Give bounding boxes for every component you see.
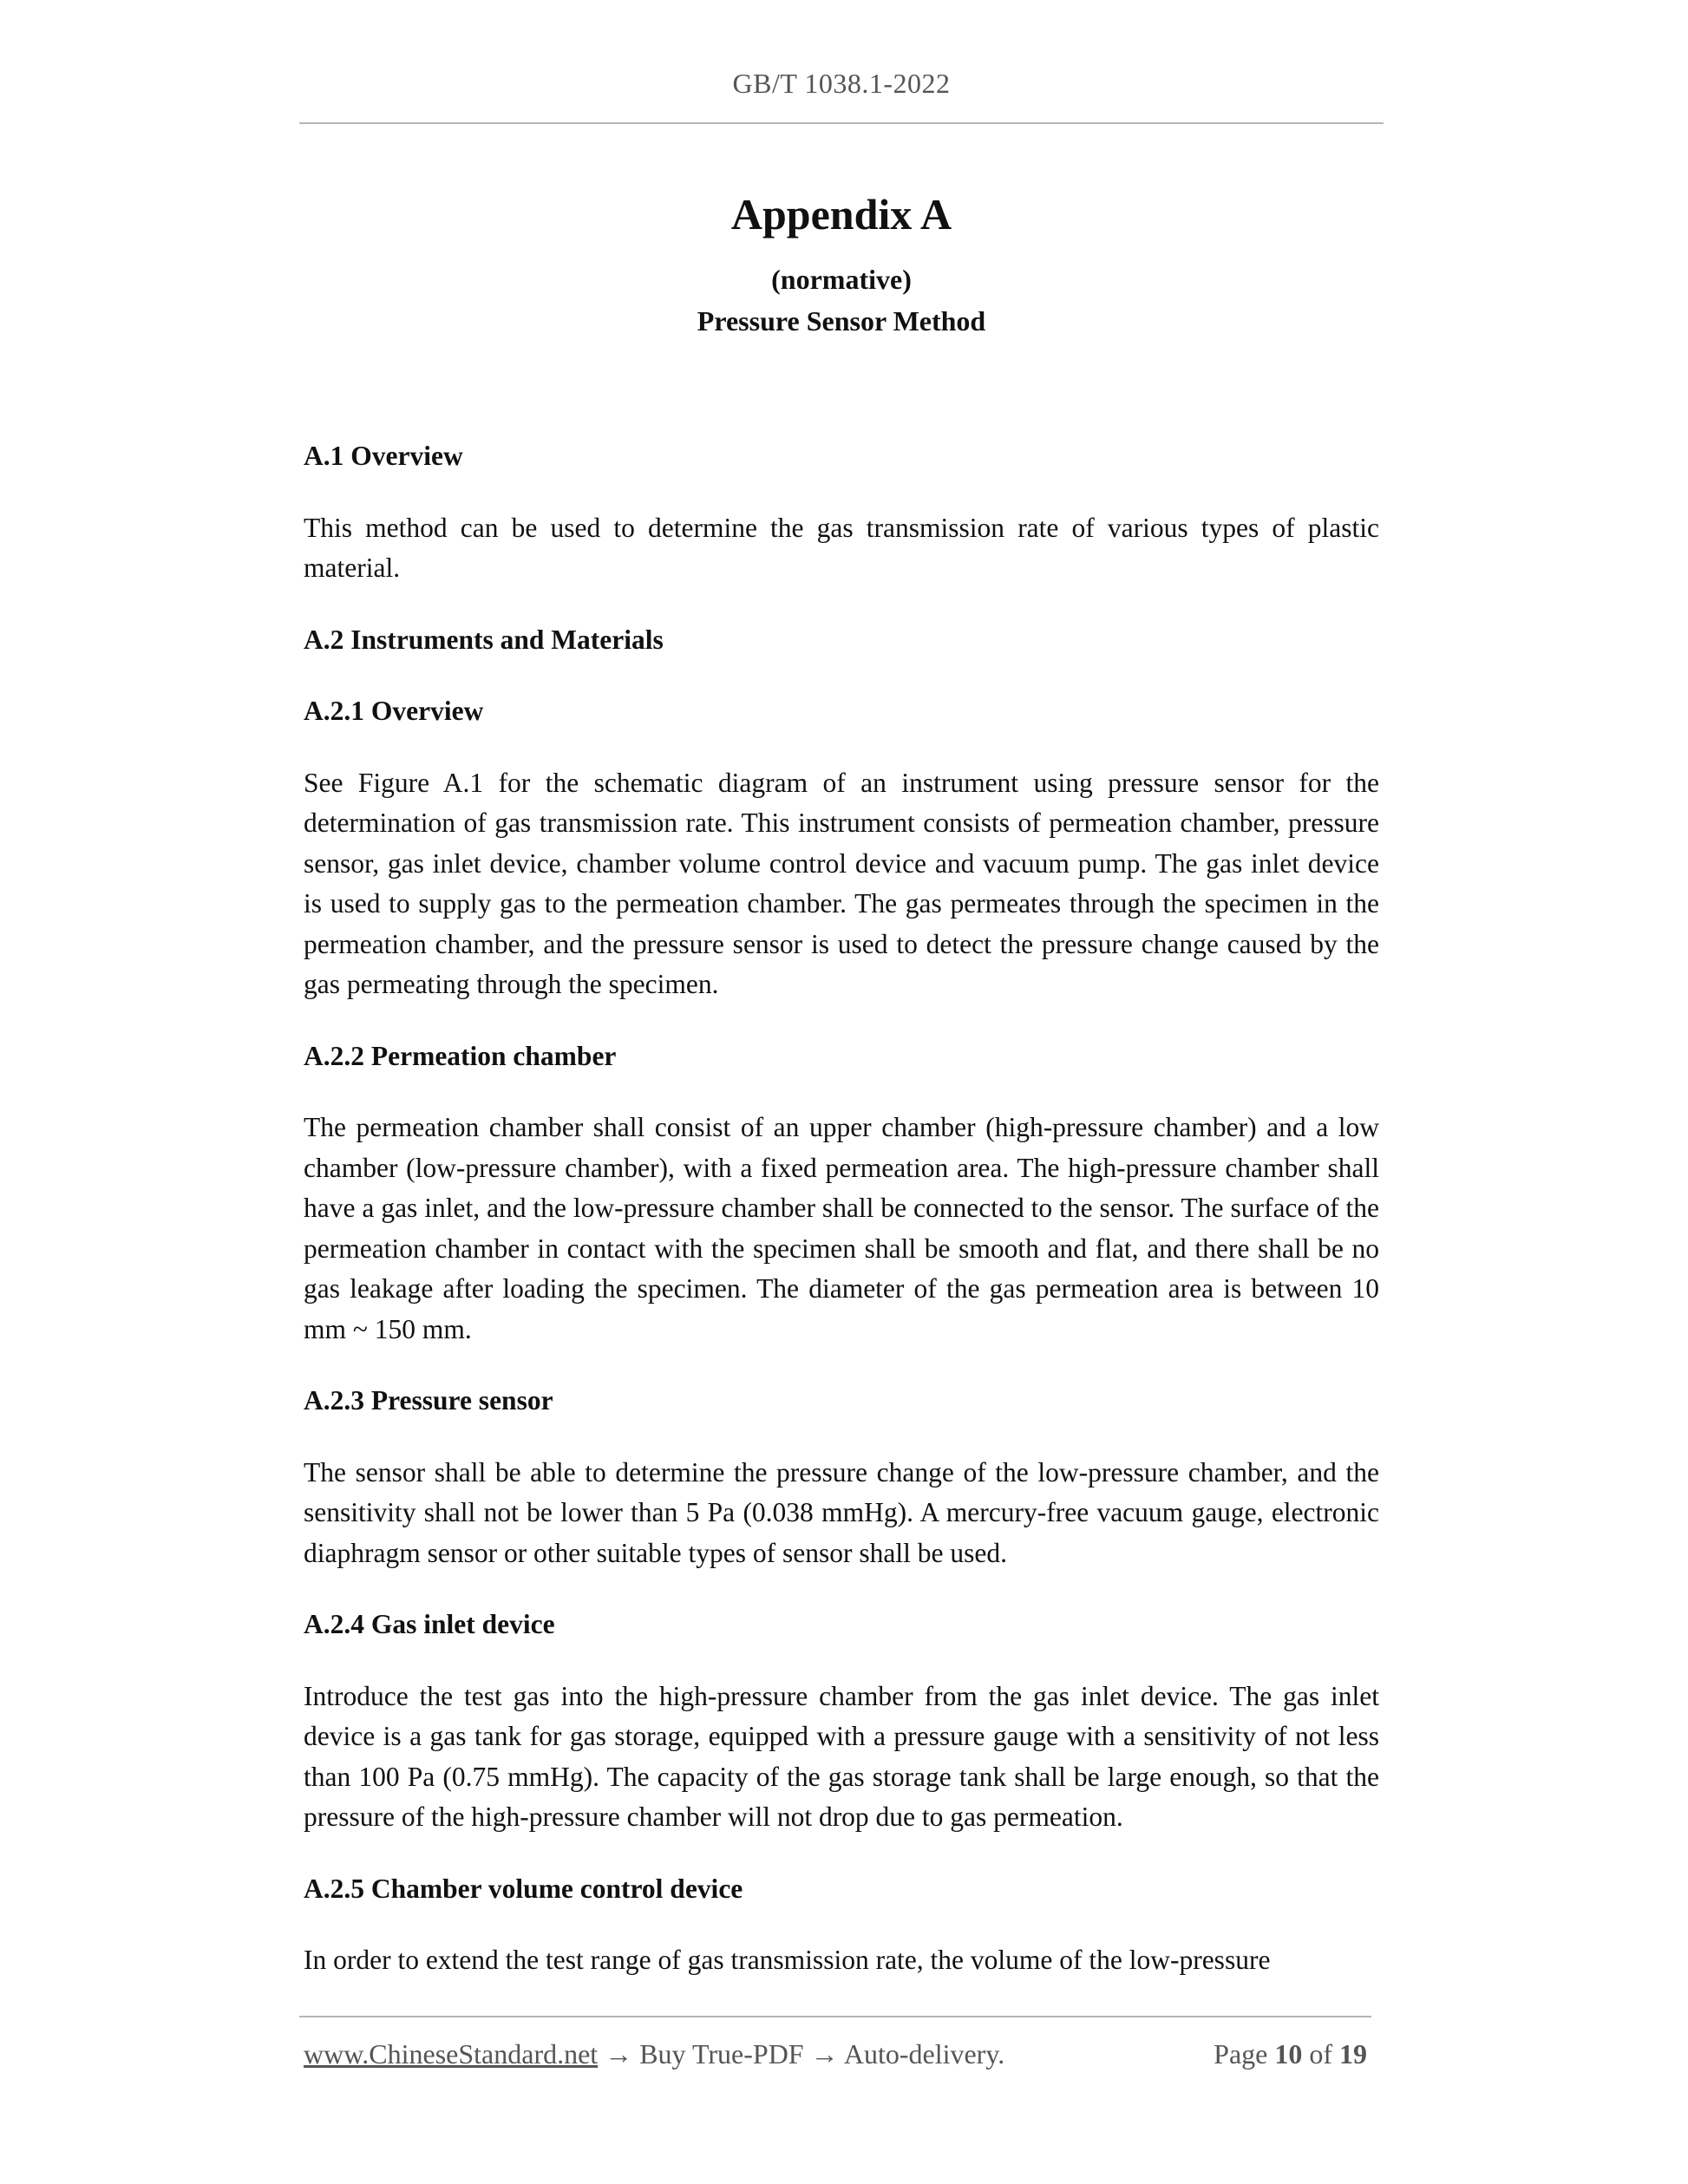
arrow-right-icon: → xyxy=(605,2038,633,2070)
appendix-title-block xyxy=(299,184,1384,340)
footer-promo xyxy=(304,2035,1004,2073)
section-text-a25: In order to extend the test range of gas transmission rate, the volume of the low-pressure xyxy=(304,1945,1271,1975)
section-heading-a24: A.2.4 Gas inlet device xyxy=(304,1609,555,1639)
page-indicator xyxy=(1214,2035,1367,2073)
document-header-code: GB/T 1038.1-2022 xyxy=(732,68,951,99)
section-text-a23: The sensor shall be able to determine the pressure change of the low-pressure chamber, and the sensitivity shall not be lower than 5 Pa (0.038 mmHg). A mercury-free vacuum gauge, electronic diaphragm sensor or other suitable types of sensor shall be used. xyxy=(304,1456,1379,1568)
appendix-title: Appendix A xyxy=(730,190,952,239)
section-heading-a2: A.2 Instruments and Materials xyxy=(304,624,664,655)
section-text-a22: The permeation chamber shall consist of an upper chamber (high-pressure chamber) and a low chamber (low-pressure chamber), with a fixed permeation area. The high-pressure chamber shall have a gas inlet, and the low-pressure chamber shall be connected to the sensor. The surface of the permeation chamber in contact with the specimen shall be smooth and flat, and there shall be no gas leakage after loading the specimen. The diameter of the gas permeation area is between 10 mm ~ 150 mm. xyxy=(304,1112,1379,1344)
section-text-a21: See Figure A.1 for the schematic diagram of an instrument using pressure sensor for the determination of gas transmission rate. This instrument consists of permeation chamber, pressure sensor, gas inlet device, chamber volume control device and vacuum pump. The gas inlet device is used to supply gas to the permeation chamber. The gas permeates through the specimen in the permeation chamber, and the pressure sensor is used to detect the pressure change caused by the gas permeating through the specimen. xyxy=(304,767,1379,999)
current-page-number: 10 xyxy=(1274,2038,1303,2070)
header-divider xyxy=(299,122,1384,124)
document-body xyxy=(304,436,1379,1981)
website-link[interactable]: www.ChineseStandard.net xyxy=(304,2038,599,2070)
section-heading-a22: A.2.2 Permeation chamber xyxy=(304,1040,617,1071)
section-text-a1: This method can be used to determine the gas transmission rate of various types of plastic material. xyxy=(304,512,1379,583)
section-heading-a21: A.2.1 Overview xyxy=(304,696,484,726)
section-heading-a23: A.2.3 Pressure sensor xyxy=(304,1385,553,1416)
auto-delivery-text: Auto-delivery. xyxy=(843,2038,1005,2070)
footer-divider xyxy=(299,2016,1371,2017)
page-label: Page xyxy=(1214,2038,1268,2070)
appendix-type: (normative) xyxy=(771,264,912,295)
section-text-a24: Introduce the test gas into the high-pressure chamber from the gas inlet device. The gas inlet device is a gas tank for gas storage, equipped with a pressure gauge with a sensitivity of not less than 100 Pa (0.75 mmHg). The capacity of the gas storage tank shall be large enough, so that the pressure of the high-pressure chamber will not drop due to gas permeation. xyxy=(304,1680,1379,1832)
of-label: of xyxy=(1309,2038,1332,2070)
appendix-name: Pressure Sensor Method xyxy=(697,305,986,337)
arrow-right-icon: → xyxy=(810,2038,839,2070)
total-pages-number: 19 xyxy=(1339,2038,1367,2070)
section-heading-a1: A.1 Overview xyxy=(304,441,463,471)
buy-true-pdf-text: Buy True-PDF xyxy=(639,2038,804,2070)
section-heading-a25: A.2.5 Chamber volume control device xyxy=(304,1873,743,1904)
